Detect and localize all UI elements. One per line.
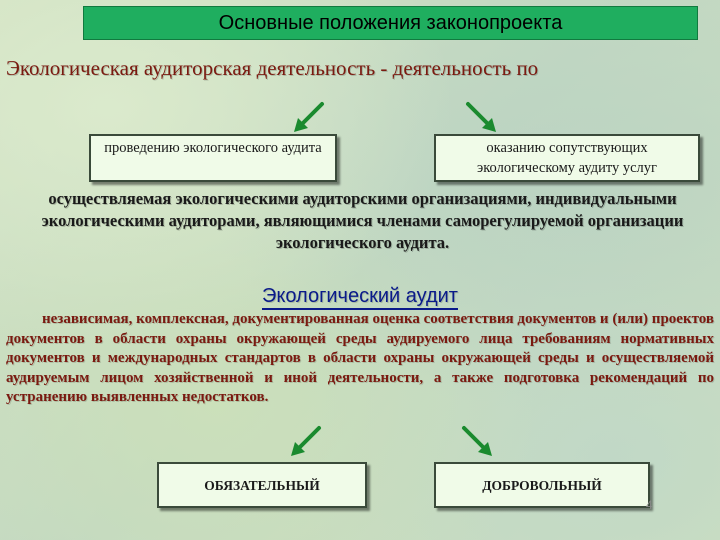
box-conducting-audit: проведению экологического аудита [89, 134, 337, 182]
heading-text: Экологический аудит [262, 285, 458, 310]
arrow-down-left-icon [290, 100, 330, 136]
definition-performers: осуществляемая экологическими аудиторскими организациями, индивидуальными экологическими аудиторами, являющимися членами саморегулируемой организации экологического аудита. [41, 189, 684, 252]
definition-ecological-audit: независимая, комплексная, документированная оценка соответствия документов и (или) проектов документов в области охраны окружающей среды аудируемого лица требованиям нормативных документов и международных стандартов в области охраны окружающей среды и осуществляемой аудируемым лицом хозяйственной и иной деятельности, а также подготовка рекомендаций по устранению выявленных недостатков. [6, 311, 714, 406]
slide-subtitle: Экологическая аудиторская деятельность - деятельность по [6, 56, 539, 80]
box-mandatory: ОБЯЗАТЕЛЬНЫЙ [157, 462, 367, 508]
arrow-down-right-icon [458, 424, 498, 460]
heading-ecological-audit [0, 285, 720, 308]
box-voluntary: ДОБРОВОЛЬНЫЙ [434, 462, 650, 508]
arrow-down-right-icon [462, 100, 502, 136]
box-related-services: оказанию сопутствующих экологическому аудиту услуг [434, 134, 700, 182]
slide-title: Основные положения законопроекта [218, 12, 563, 34]
arrow-down-left-icon [287, 424, 327, 460]
slide-number: 4 [646, 498, 653, 512]
